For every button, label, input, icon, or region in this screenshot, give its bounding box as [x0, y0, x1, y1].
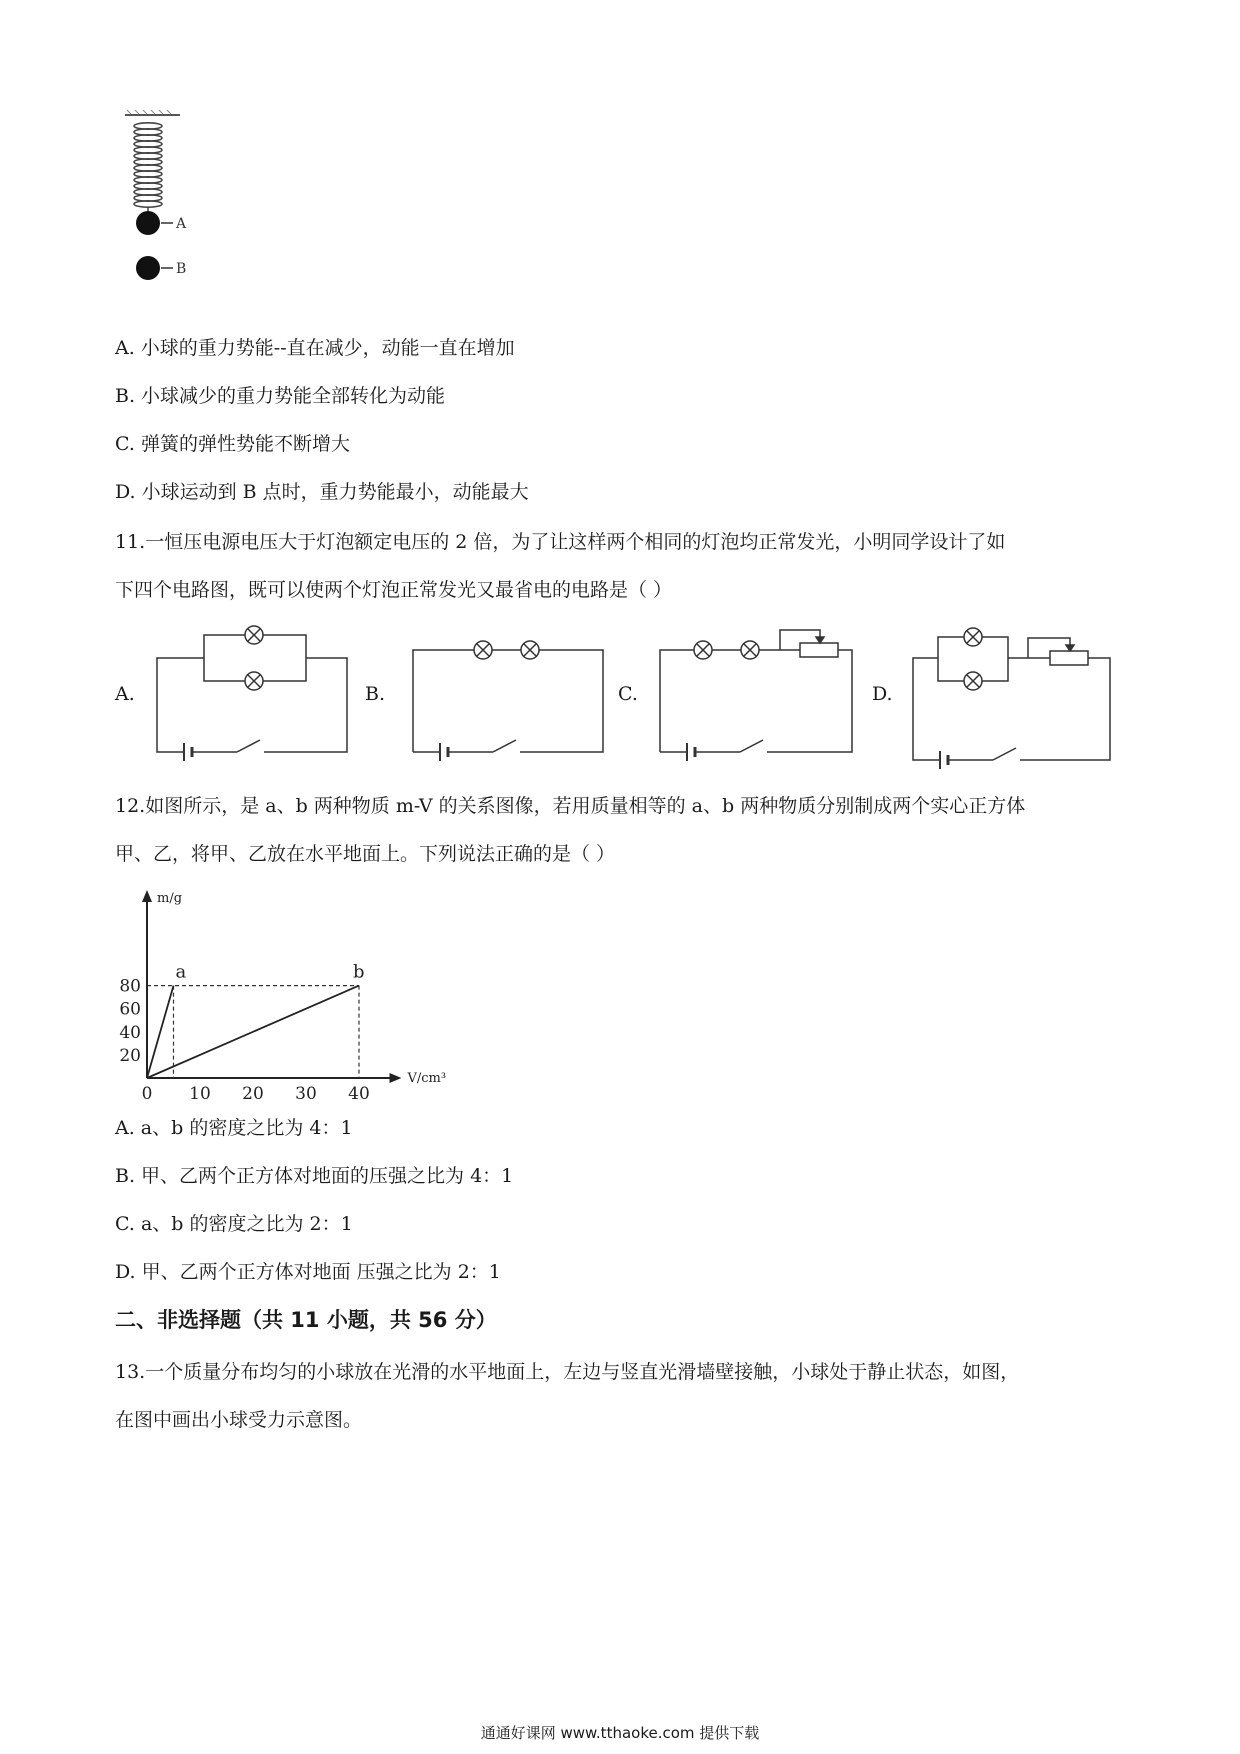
label-b: B [176, 261, 187, 277]
q12-option-a: A. a、b 的密度之比为 4：1 [115, 1117, 353, 1139]
bulb-2 [521, 641, 539, 659]
q10-option-a: A. 小球的重力势能--直在减少，动能一直在增加 [115, 337, 515, 359]
circuit-d [908, 630, 1118, 770]
y-tick-label: 40 [119, 1022, 141, 1043]
circuit-a [152, 630, 362, 760]
q12-option-c: C. a、b 的密度之比为 2：1 [115, 1213, 353, 1235]
x-axis-arrow [390, 1073, 402, 1083]
circuit-label-c: C. [618, 683, 638, 705]
ball-b [136, 256, 160, 280]
circuit-c [655, 625, 860, 765]
circuit-b [408, 640, 608, 760]
page-footer: 通通好课网 www.tthaoke.com 提供下载 [480, 1724, 760, 1742]
spring-ball-figure [125, 110, 245, 310]
bulb-2 [245, 672, 263, 690]
x-tick-label: 0 [141, 1084, 153, 1104]
bulb-1 [694, 641, 712, 659]
q10-option-c: C. 弹簧的弹性势能不断增大 [115, 433, 350, 455]
y-axis-arrow [142, 890, 152, 902]
q11-text-line2: 下四个电路图，既可以使两个灯泡正常发光又最省电的电路是（ ） [115, 579, 673, 601]
x-tick-label: 10 [189, 1084, 211, 1104]
circuit-label-b: B. [365, 683, 386, 705]
y-tick-label: 60 [119, 999, 141, 1020]
x-tick-label: 40 [348, 1084, 370, 1104]
q13-text-line1: 13.一个质量分布均匀的小球放在光滑的水平地面上，左边与竖直光滑墙壁接触，小球处于静止状态，如图， [115, 1361, 1020, 1383]
label-a: A [176, 216, 187, 232]
series-label-a: a [175, 961, 187, 983]
q12-text-line1: 12.如图所示，是 a、b 两种物质 m-V 的关系图像，若用质量相等的 a、b 两种物质分别制成两个实心正方体 [115, 795, 1026, 817]
series-line-b [147, 986, 359, 1078]
ball-a [136, 211, 160, 235]
section-2-heading: 二、非选择题（共 11 小题，共 56 分） [115, 1308, 497, 1332]
q12-text-line2: 甲、乙，将甲、乙放在水平地面上。下列说法正确的是（ ） [115, 843, 616, 865]
circuit-label-a: A. [115, 683, 135, 705]
x-tick-label: 20 [242, 1084, 264, 1104]
q12-option-d: D. 甲、乙两个正方体对地面 压强之比为 2：1 [115, 1261, 501, 1283]
q13-text-line2: 在图中画出小球受力示意图。 [115, 1409, 363, 1431]
bulb-1 [964, 628, 982, 646]
bulb-1 [474, 641, 492, 659]
mv-chart [110, 888, 447, 1104]
series-line-a [147, 986, 174, 1078]
q12-option-b: B. 甲、乙两个正方体对地面的压强之比为 4：1 [115, 1165, 514, 1187]
bulb-1 [245, 626, 263, 644]
y-tick-label: 20 [119, 1045, 141, 1066]
x-tick-label: 30 [295, 1084, 317, 1104]
circuit-label-d: D. [872, 683, 893, 705]
y-axis-label: m/g [157, 891, 183, 906]
series-label-b: b [353, 961, 365, 983]
q11-text-line1: 11.一恒压电源电压大于灯泡额定电压的 2 倍，为了让这样两个相同的灯泡均正常发光，小明同学设计了如 [115, 531, 1006, 553]
y-tick-label: 80 [119, 976, 141, 997]
bulb-2 [741, 641, 759, 659]
x-axis-label: V/cm³ [407, 1071, 447, 1086]
q10-option-d: D. 小球运动到 B 点时，重力势能最小，动能最大 [115, 481, 529, 503]
bulb-2 [964, 672, 982, 690]
q10-option-b: B. 小球减少的重力势能全部转化为动能 [115, 385, 446, 407]
